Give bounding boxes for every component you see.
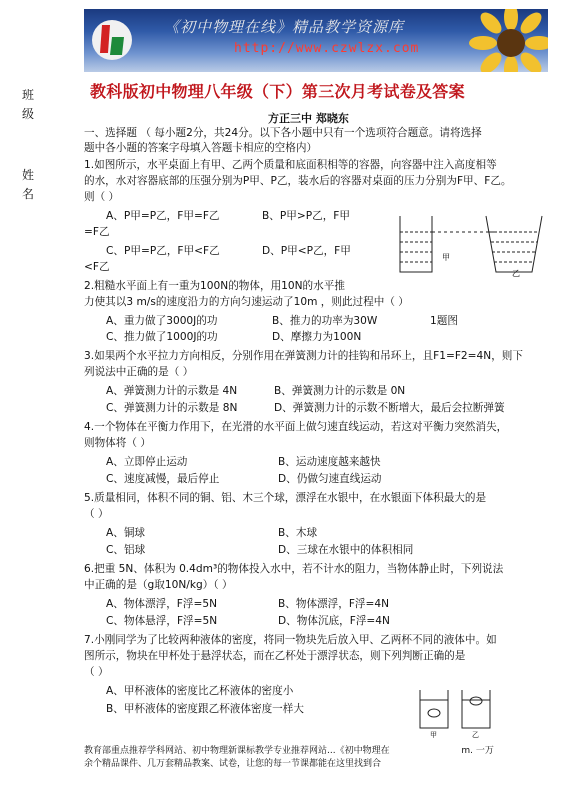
question-7-figure — [414, 686, 504, 738]
site-logo — [88, 15, 136, 65]
question-7-option-b: B、甲杯液体的密度跟乙杯液体密度一样大 — [106, 703, 304, 715]
question-2-option-c: C、推力做了1000J的功 — [106, 331, 218, 343]
question-1-figure — [394, 210, 554, 278]
question-7-stem-cont: 图所示，物块在甲杯处于悬浮状态，而在乙杯处于漂浮状态，则下列判断正确的是 — [84, 650, 466, 662]
question-2-option-b: B、推力的功率为30W — [272, 315, 378, 327]
question-5-option-b: B、木球 — [278, 527, 318, 539]
name-label: 姓名 — [22, 168, 35, 201]
question-4-option-b: B、运动速度越来越快 — [278, 456, 381, 468]
question-2-stem-cont: 力使其以3 m/s的速度沿力的方向匀速运动了10m ，则此过程中（ ） — [84, 296, 409, 308]
question-1-stem: 1.如图所示，水平桌面上有甲、乙两个质量和底面积相等的容器，向容器中注入高度相等 — [84, 159, 497, 171]
figure-2-label-b: 乙 — [472, 731, 479, 738]
question-7-stem: 7.小刚同学为了比较两种液体的密度，将同一物块先后放入甲、乙两杯不同的液体中。如 — [84, 634, 497, 646]
question-6-stem-cont: 中正确的是（g取10N/kg）（ ） — [84, 579, 233, 591]
figure-1-label-b: 乙 — [512, 269, 520, 278]
question-1-stem-end: 则（ ） — [84, 191, 120, 203]
question-5-stem-cont: （ ） — [84, 508, 109, 520]
banner-title: 《初中物理在线》精品教学资源库 — [164, 18, 405, 36]
class-label: 班级 — [22, 88, 35, 121]
question-4-stem-cont: 则物体将（ ） — [84, 437, 151, 449]
question-1-option-a: A、P甲=P乙，F甲=F乙 — [106, 210, 220, 222]
question-1-option-b-cont: =F乙 — [84, 226, 110, 238]
question-6-option-b: B、物体漂浮，F浮=4N — [278, 598, 390, 610]
question-4-stem: 4.一个物体在平衡力作用下，在光滑的水平面上做匀速直线运动，若这对平衡力突然消失， — [84, 421, 508, 433]
footer-line-1: 教育部重点推荐学科网站、初中物理新课标教学专业推荐网站...《初中物理在 — [84, 746, 390, 756]
question-4-option-c: C、速度减慢，最后停止 — [106, 473, 220, 485]
footer-line-1-end: m. 一万 — [461, 746, 494, 756]
figure-1-caption: 1题图 — [430, 315, 458, 327]
sunflower-image — [468, 9, 548, 72]
question-3-option-d: D、弹簧测力计的示数不断增大，最后会拉断弹簧 — [274, 402, 505, 414]
question-3-stem-cont: 列说法中正确的是（ ） — [84, 366, 194, 378]
question-4-option-d: D、仍做匀速直线运动 — [278, 473, 382, 485]
question-3-option-a: A、弹簧测力计的示数是 4N — [106, 385, 238, 397]
question-6-option-d: D、物体沉底，F浮=4N — [278, 615, 390, 627]
question-7-stem-end: （ ） — [84, 666, 109, 678]
question-7-option-a: A、甲杯液体的密度比乙杯液体的密度小 — [106, 685, 294, 697]
question-6-option-a: A、物体漂浮，F浮=5N — [106, 598, 218, 610]
question-5-stem: 5.质量相同，体积不同的铜、铝、木三个球，漂浮在水银中，在水银面下体积最大的是 — [84, 492, 487, 504]
exam-author: 方正三中 郑晓东 — [268, 112, 349, 125]
footer-line-2: 余个精品课件、几万套精品教案、试卷，让您的每一节课都能在这里找到合 — [84, 759, 382, 769]
section-instruction: 题中各小题的答案字母填入答题卡相应的空格内） — [84, 142, 318, 154]
banner-url[interactable]: http://www.czwlzx.com — [234, 41, 420, 56]
question-2-stem: 2.粗糙水平面上有一重为100N的物体，用10N的水平推 — [84, 280, 345, 292]
question-2-option-a: A、重力做了3000J的功 — [106, 315, 218, 327]
question-4-option-a: A、立即停止运动 — [106, 456, 188, 468]
question-1-option-b: B、P甲>P乙，F甲 — [262, 210, 350, 222]
question-1-option-c: C、P甲=P乙，F甲<F乙 — [106, 245, 220, 257]
question-2-option-d: D、摩擦力为100N — [272, 331, 362, 343]
question-6-stem: 6.把重 5N、体积为 0.4dm³的物体投入水中，若不计水的阻力，当物体静止时，下列说法 — [84, 563, 504, 575]
question-6-option-c: C、物体悬浮，F浮=5N — [106, 615, 218, 627]
question-3-option-c: C、弹簧测力计的示数是 8N — [106, 402, 238, 414]
question-1-option-d-cont: <F乙 — [84, 261, 110, 273]
question-5-option-c: C、铝球 — [106, 544, 146, 556]
question-1-stem-cont: 的水，水对容器底部的压强分别为P甲、P乙，装水后的容器对桌面的压力分别为F甲、F乙。 — [84, 175, 512, 187]
figure-2-label-a: 甲 — [430, 731, 437, 738]
question-5-option-d: D、三球在水银中的体积相同 — [278, 544, 414, 556]
question-3-option-b: B、弹簧测力计的示数是 0N — [274, 385, 406, 397]
question-5-option-a: A、铜球 — [106, 527, 146, 539]
section-heading: 一、选择题 （ 每小题2分，共24分。以下各小题中只有一个选项符合题意。请将选择 — [84, 127, 482, 139]
figure-1-label-a: 甲 — [442, 253, 450, 262]
footer — [84, 745, 494, 771]
header-banner — [84, 9, 548, 72]
question-1-option-d: D、P甲<P乙，F甲 — [262, 245, 351, 257]
question-3-stem: 3.如果两个水平拉力方向相反，分别作用在弹簧测力计的挂钩和吊环上，且F1=F2=4N，则下 — [84, 350, 523, 362]
exam-title: 教科版初中物理八年级（下）第三次月考试卷及答案 — [90, 82, 465, 101]
